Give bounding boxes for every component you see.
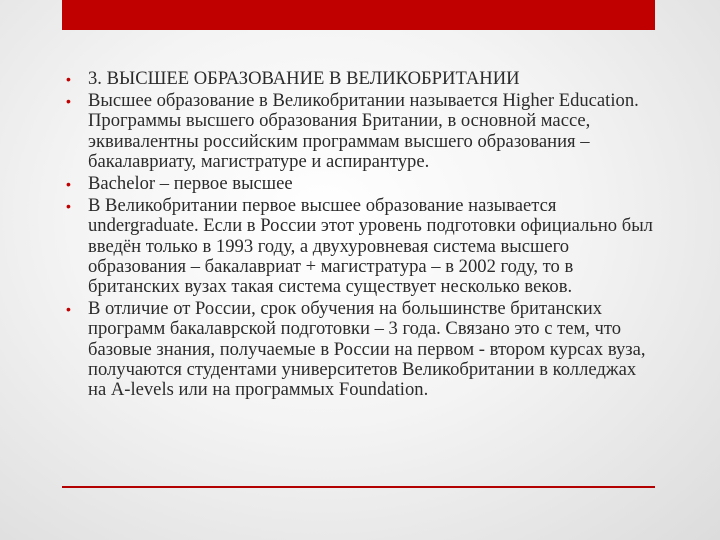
bullet-text: В Великобритании первое высшее образование называется undergraduate. Если в России этот уровень подготовки официально был введён только в 1993 году, а двухуровневая система высшего образования – бакалавриат + магистратура – в 2002 году, то в британских вузах такая система существует несколько веков. — [88, 195, 653, 298]
bullet-text: В отличие от России, срок обучения на большинстве британских программ бакалаврской подготовки – 3 года. Связано это с тем, что базовые знания, получаемые в России на первом - втором курсах вуза, получаются студентами университетов Великобритании в колледжах на A-levels или на программых Foundation. — [88, 298, 646, 401]
list-item — [66, 196, 656, 297]
list-item — [66, 174, 656, 194]
slide-content — [66, 69, 656, 486]
header-band — [62, 0, 655, 30]
bullet-text: 3. ВЫСШЕЕ ОБРАЗОВАНИЕ В ВЕЛИКОБРИТАНИИ — [88, 69, 520, 89]
bullet-list — [66, 69, 656, 400]
bullet-icon: • — [66, 176, 71, 193]
list-item — [66, 91, 656, 172]
bullet-icon: • — [66, 71, 71, 87]
footer-rule — [62, 486, 655, 488]
list-item — [66, 299, 656, 400]
bullet-icon: • — [66, 198, 71, 215]
bullet-icon: • — [66, 93, 71, 110]
bullet-text: Bachelor – первое высшее — [88, 173, 293, 195]
list-item — [66, 69, 656, 89]
bullet-text: Высшее образование в Великобритании называется Higher Education. Программы высшего образования Британии, в основной массе, эквивалентны российским программам высшего образования – бакалавриату, магистратуре и аспирантуре. — [88, 90, 639, 172]
bullet-icon: • — [66, 301, 71, 318]
